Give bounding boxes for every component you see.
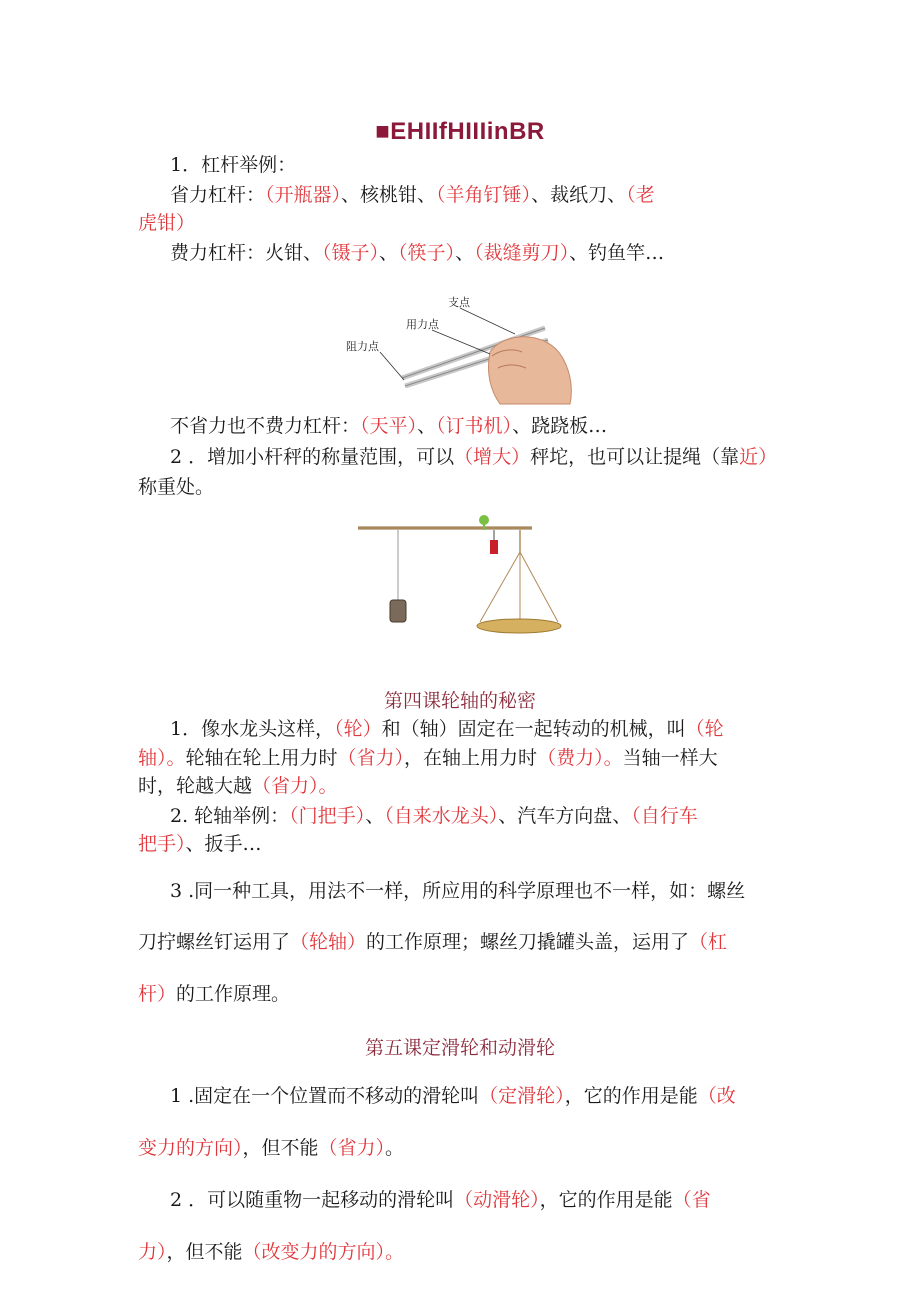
answer: （轮轴） bbox=[290, 931, 367, 953]
answer: 近） bbox=[739, 446, 778, 468]
text: 费力杠杆：火钳、 bbox=[170, 242, 323, 264]
answer: （门把手） bbox=[289, 805, 366, 827]
scale-pan bbox=[477, 619, 561, 633]
counterweight bbox=[390, 600, 406, 622]
fulcrum-label: 支点 bbox=[448, 296, 470, 309]
text: 刀拧螺丝钉运用了 bbox=[138, 931, 291, 953]
lesson5-heading: 第五课定滑轮和动滑轮 bbox=[364, 1037, 555, 1059]
text: 、核桃钳、 bbox=[341, 184, 437, 206]
text: 1 .固定在一个位置而不移动的滑轮叫 bbox=[170, 1085, 480, 1107]
hand-shape bbox=[488, 337, 571, 404]
answer: （自来水龙头） bbox=[384, 805, 499, 827]
text: 的工作原理；螺丝刀撬罐头盖，运用了 bbox=[366, 931, 690, 953]
text: 、钓鱼竿… bbox=[569, 242, 665, 264]
answer: 轴）。 bbox=[138, 747, 186, 769]
text: 2 ．可以随重物一起移动的滑轮叫 bbox=[170, 1189, 455, 1211]
effort-label: 用力点 bbox=[406, 318, 439, 331]
text: 。 bbox=[385, 1137, 405, 1159]
answer: （筷子） bbox=[398, 242, 456, 264]
text: 、 bbox=[455, 242, 475, 264]
text: 不省力也不费力杠杆： bbox=[170, 415, 361, 437]
answer: （增大） bbox=[454, 446, 531, 468]
steelyard-figure bbox=[352, 512, 567, 647]
answer: （老 bbox=[626, 184, 655, 206]
pan-string-left bbox=[480, 552, 520, 622]
answer: （轮） bbox=[334, 718, 382, 740]
answer: （省力）。 bbox=[252, 775, 338, 797]
lesson4-item3-line3 bbox=[138, 981, 290, 1007]
answer: （自行车 bbox=[631, 805, 698, 827]
answer: 把手） bbox=[138, 833, 186, 855]
fulcrum-leader bbox=[460, 308, 515, 334]
lesson4-item1-line1 bbox=[170, 716, 724, 742]
text: 的工作原理。 bbox=[176, 983, 291, 1005]
answer: （羊角钉锤） bbox=[436, 184, 532, 206]
save-force-lever-line bbox=[170, 182, 655, 208]
lesson5-item1-line2 bbox=[138, 1135, 404, 1161]
text: 省力杠杆： bbox=[170, 184, 266, 206]
text: 、 bbox=[365, 805, 385, 827]
effort-leader bbox=[432, 330, 490, 354]
text: ，在轴上用力时 bbox=[404, 747, 538, 769]
resistance-leader bbox=[380, 352, 404, 380]
document-title: ■EHIIfHIIIinBR bbox=[375, 118, 545, 145]
lifting-cord bbox=[479, 515, 489, 525]
answer: （镊子） bbox=[322, 242, 380, 264]
red-tassel bbox=[490, 540, 498, 554]
text: 2 ．增加小杆秤的称量范围，可以 bbox=[170, 446, 455, 468]
lesson4-item1-line2 bbox=[138, 745, 718, 771]
text: 1．像水龙头这样， bbox=[170, 718, 335, 740]
text: 、裁纸刀、 bbox=[531, 184, 627, 206]
text: 、扳手… bbox=[185, 833, 262, 855]
answer: （费力）。 bbox=[537, 747, 623, 769]
steelyard-item2-line-cont: 称重处。 bbox=[138, 476, 215, 498]
answer: （裁缝剪刀） bbox=[474, 242, 570, 264]
text: 时，轮越大越 bbox=[138, 775, 253, 797]
answer: （轮 bbox=[685, 718, 724, 740]
answer: 变力的方向） bbox=[138, 1137, 243, 1159]
lesson4-item3-line2 bbox=[138, 929, 727, 955]
answer: （改变力的方向）。 bbox=[242, 1241, 405, 1263]
save-force-lever-line-cont: 虎钳） bbox=[138, 212, 196, 234]
text: ，它的作用是能 bbox=[564, 1085, 698, 1107]
answer: （省 bbox=[672, 1189, 711, 1211]
lesson5-item2-line1 bbox=[170, 1187, 711, 1213]
resistance-label: 阻力点 bbox=[346, 340, 379, 353]
answer: （改 bbox=[697, 1085, 736, 1107]
text: ，但不能 bbox=[166, 1241, 243, 1263]
answer: （杠 bbox=[689, 931, 728, 953]
chopsticks-lever-figure bbox=[340, 290, 575, 405]
lever-item1-heading: 1．杠杆举例： bbox=[170, 154, 297, 176]
answer: （订书机） bbox=[436, 415, 513, 437]
neither-lever-line bbox=[170, 413, 607, 439]
answer: （定滑轮） bbox=[479, 1085, 565, 1107]
text: 当轴一样大 bbox=[622, 747, 718, 769]
answer: （动滑轮） bbox=[454, 1189, 540, 1211]
lesson4-item3-line1: 3 .同一种工具，用法不一样，所应用的科学原理也不一样，如：螺丝 bbox=[170, 880, 746, 902]
lesson4-heading: 第四课轮轴的秘密 bbox=[383, 690, 536, 712]
answer: （开瓶器） bbox=[265, 184, 342, 206]
steelyard-item2-line bbox=[170, 444, 777, 470]
answer: （天平） bbox=[360, 415, 418, 437]
answer: 杆） bbox=[138, 983, 177, 1005]
text: ，但不能 bbox=[242, 1137, 319, 1159]
text: 秤坨，也可以让提绳（靠 bbox=[530, 446, 740, 468]
answer: 力） bbox=[138, 1241, 167, 1263]
text: 、汽车方向盘、 bbox=[498, 805, 632, 827]
text: 和（轴）固定在一起转动的机械，叫 bbox=[381, 718, 686, 740]
text: 、跷跷板… bbox=[512, 415, 608, 437]
lesson4-item1-line3 bbox=[138, 773, 338, 799]
text: 、 bbox=[379, 242, 399, 264]
lesson4-item2-line2 bbox=[138, 831, 262, 857]
lesson4-item2-line1 bbox=[170, 803, 698, 829]
cost-force-lever-line bbox=[170, 240, 664, 266]
text: ，它的作用是能 bbox=[539, 1189, 673, 1211]
lesson5-item1-line1 bbox=[170, 1083, 736, 1109]
text: 2. 轮轴举例： bbox=[170, 805, 290, 827]
text: 、 bbox=[417, 415, 437, 437]
lesson5-item2-line2 bbox=[138, 1239, 404, 1265]
answer: （省力） bbox=[318, 1137, 386, 1159]
answer: （省力） bbox=[337, 747, 405, 769]
text: 轮轴在轮上用力时 bbox=[185, 747, 338, 769]
pan-string-right bbox=[520, 552, 558, 622]
